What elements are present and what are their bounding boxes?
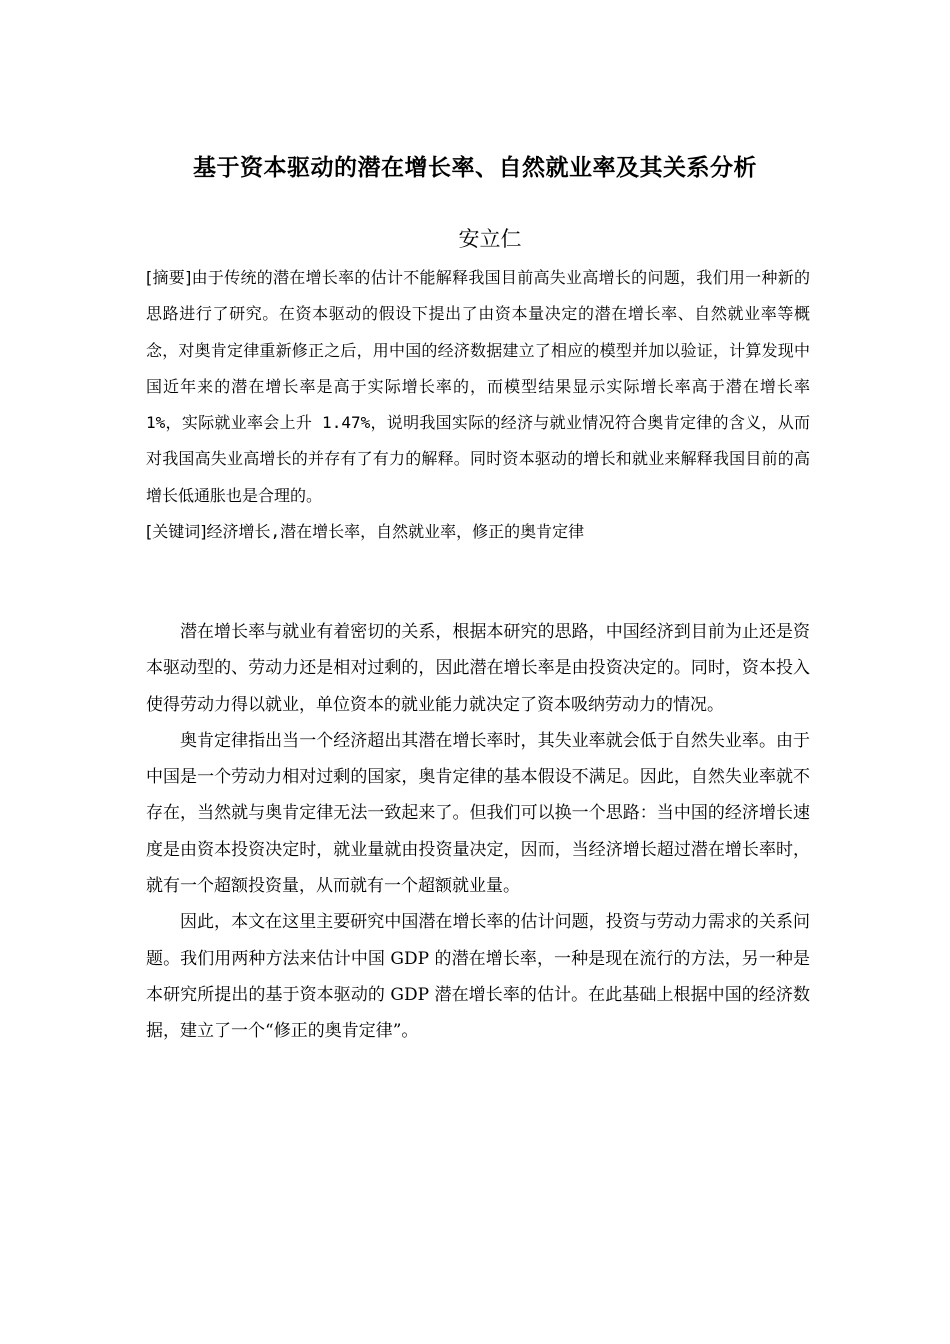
author-name: 安立仁: [458, 227, 522, 251]
body-paragraph-1: 潜在增长率与就业有着密切的关系，根据本研究的思路，中国经济到目前为止还是资本驱动型的、劳动力还是相对过剩的，因此潜在增长率是由投资决定的。同时，资本投入使得劳动力得以就业，单位资本的就业能力就决定了资本吸纳劳动力的情况。: [146, 622, 810, 715]
abstract-text: 由于传统的潜在增长率的估计不能解释我国目前高失业高增长的问题，我们用一种新的思路进行了研究。在资本驱动的假设下提出了由资本量决定的潜在增长率、自然就业率等概念，对奥肯定律重新修正之后，用中国的经济数据建立了相应的模型并加以验证，计算发现中国近年来的潜在增长率是高于实际增长率的，而模型结果显示实际增长率高于潜在增长率 1%，实际就业率会上升 1.47%，说明我国实际的经济与就业情况符合奥肯定律的含义，从而对我国高失业高增长的并存有了有力的解释。同时资本驱动的增长和就业来解释我国目前的高增长低通胀也是合理的。: [146, 268, 810, 505]
keywords-paragraph: [146, 514, 810, 550]
keywords-text: 经济增长,潜在增长率，自然就业率，修正的奥肯定律: [206, 522, 585, 542]
body-paragraph-3: 因此，本文在这里主要研究中国潜在增长率的估计问题，投资与劳动力需求的关系问题。我们用两种方法来估计中国 GDP 的潜在增长率，一种是现在流行的方法，另一种是本研究所提出的基于资本驱动的 GDP 潜在增长率的估计。在此基础上根据中国的经济数据，建立了一个“修正的奥肯定律”。: [146, 912, 810, 1042]
abstract-section: [146, 260, 810, 550]
keywords-label: [关键词]: [146, 522, 207, 542]
body-paragraph-2: 奥肯定律指出当一个经济超出其潜在增长率时，其失业率就会低于自然失业率。由于中国是一个劳动力相对过剩的国家，奥肯定律的基本假设不满足。因此，自然失业率就不存在，当然就与奥肯定律无法一致起来了。但我们可以换一个思路：当中国的经济增长速度是由资本投资决定时，就业量就由投资量决定，因而，当经济增长超过潜在增长率时，就有一个超额投资量，从而就有一个超额就业量。: [146, 730, 810, 897]
paper-title: 基于资本驱动的潜在增长率、自然就业率及其关系分析: [193, 155, 757, 181]
abstract-label: [摘要]: [146, 268, 192, 287]
abstract-paragraph: [146, 260, 810, 514]
body-section: [146, 614, 810, 1050]
